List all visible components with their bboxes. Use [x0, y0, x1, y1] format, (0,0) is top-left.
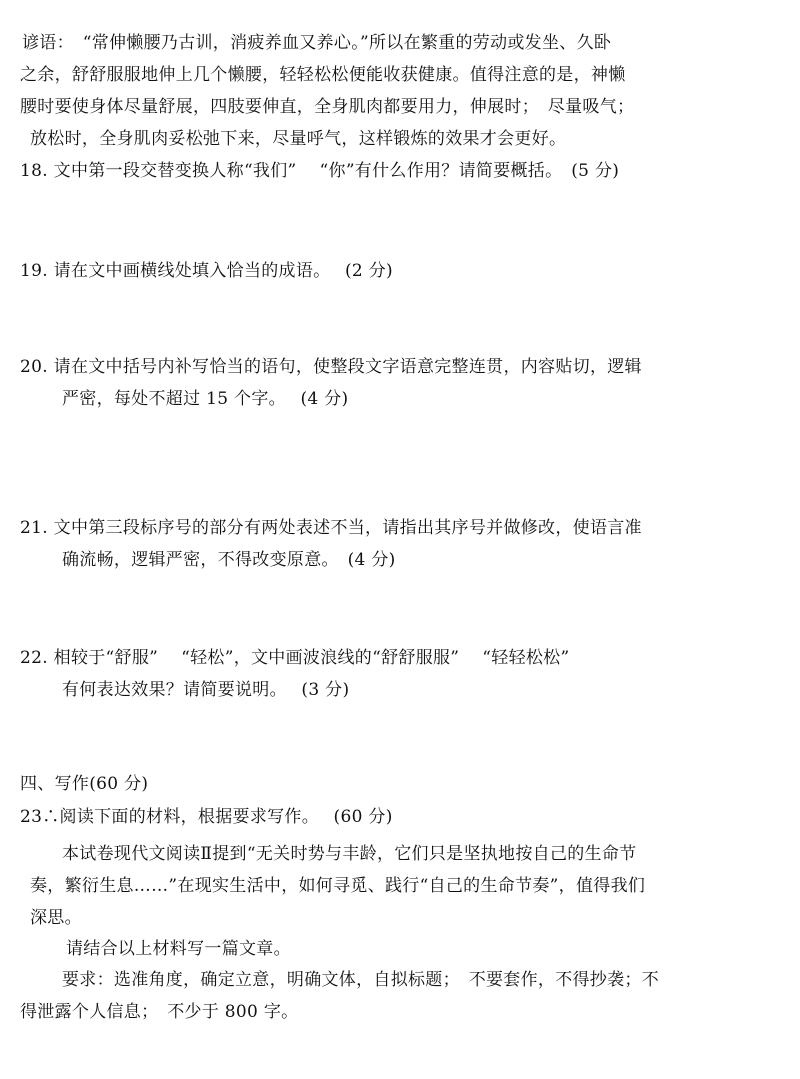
requirement-line: 得泄露个人信息； 不少于 800 字。	[20, 1002, 299, 1022]
writing-task: 23∴阅读下面的材料，根据要求写作。 (60 分)	[20, 807, 393, 827]
question-text: 20. 请在文中括号内补写恰当的语句，使整段文字语意完整连贯，内容贴切，逻辑	[20, 357, 642, 377]
material-line: 深思。	[30, 908, 82, 928]
passage-line: 谚语： “常伸懒腰乃古训，消疲养血又养心。”所以在繁重的劳动或发坐、久卧	[22, 33, 612, 53]
writing-instruction: 请结合以上材料写一篇文章。	[66, 939, 291, 959]
question-text: 18. 文中第一段交替变换人称“我们” “你”有什么作用？请简要概括。 (5 分)	[20, 161, 620, 181]
section-heading: 四、写作(60 分)	[20, 774, 149, 794]
material-line: 本试卷现代文阅读Ⅱ提到“无关时势与丰龄，它们只是坚执地按自己的生命节	[62, 844, 637, 864]
material-line: 奏，繁衍生息……”在现实生活中，如何寻觅、践行“自己的生命节奏”，值得我们	[30, 876, 646, 896]
question-text: 确流畅，逻辑严密，不得改变原意。 (4 分)	[62, 550, 396, 570]
passage-line: 之余，舒舒服服地伸上几个懒腰，轻轻松松便能收获健康。值得注意的是，神懒	[20, 65, 626, 85]
question-text: 22. 相较于“舒服” “轻松”，文中画波浪线的“舒舒服服” “轻轻松松”	[20, 648, 570, 668]
question-text: 21. 文中第三段标序号的部分有两处表述不当，请指出其序号并做修改，使语言准	[20, 518, 642, 538]
question-text: 严密，每处不超过 15 个字。 (4 分)	[62, 389, 349, 409]
question-text: 19. 请在文中画横线处填入恰当的成语。 (2 分)	[20, 261, 393, 281]
question-text: 有何表达效果？请简要说明。 (3 分)	[62, 680, 350, 700]
passage-line: 腰时要使身体尽量舒展，四肢要伸直，全身肌肉都要用力，伸展时； 尽量吸气；	[20, 97, 635, 117]
passage-line: 放松时，全身肌肉妥松弛下来，尽量呼气，这样锻炼的效果才会更好。	[30, 129, 567, 149]
requirement-line: 要求：选准角度，确定立意，明确文体，自拟标题； 不要套作，不得抄袭；不	[62, 970, 659, 990]
